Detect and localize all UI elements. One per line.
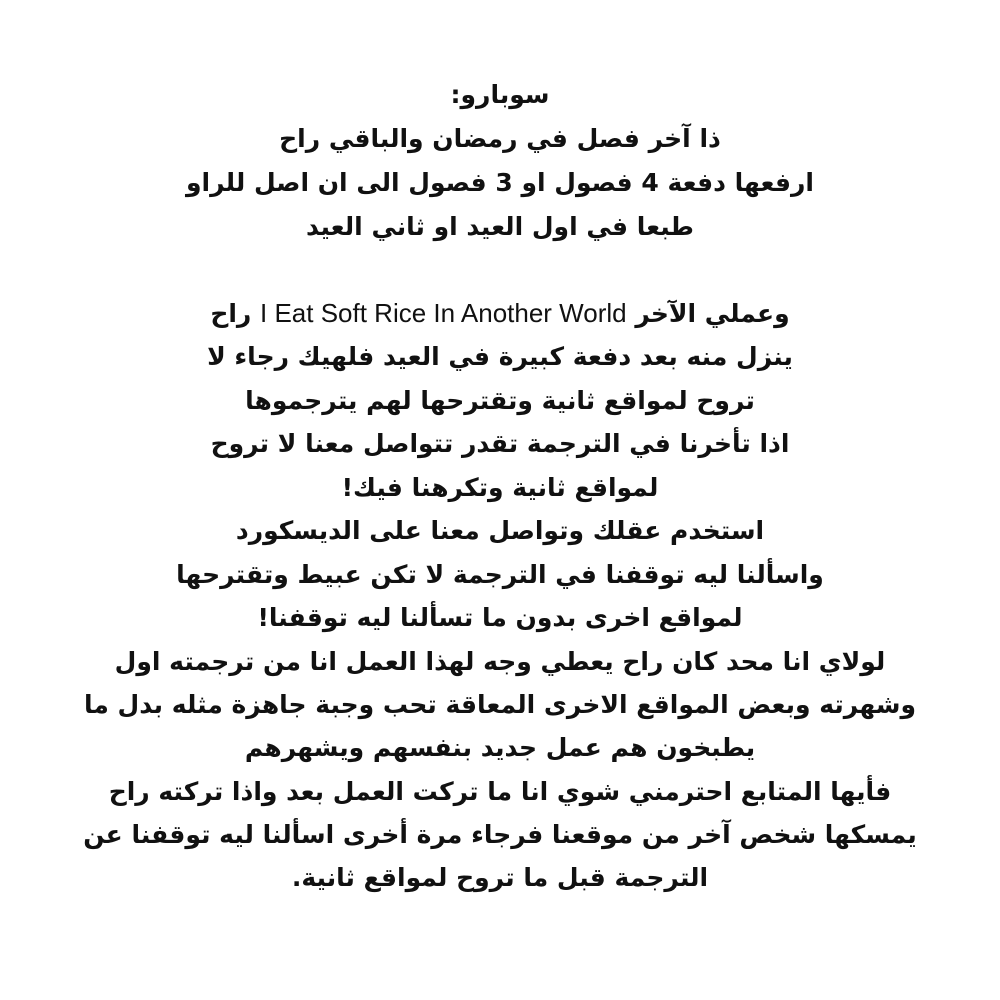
text-line-1: سوبارو: bbox=[450, 80, 550, 109]
english-work-title: I Eat Soft Rice In Another World bbox=[260, 298, 627, 328]
text-line-17: يمسكها شخص آخر من موقعنا فرجاء مرة أخرى اسألنا ليه توقفنا عن bbox=[83, 820, 917, 849]
mixed-arabic-end: راح bbox=[210, 299, 252, 328]
text-line-18: الترجمة قبل ما تروح لمواقع ثانية. bbox=[291, 863, 709, 892]
mixed-arabic-start: وعملي الآخر bbox=[635, 299, 790, 328]
text-line-13: لولاي انا محد كان راح يعطي وجه لهذا العمل انا من ترجمته اول bbox=[114, 647, 886, 676]
text-line-2: ذا آخر فصل في رمضان والباقي راح bbox=[279, 124, 721, 153]
text-line-7: تروح لمواقع ثانية وتقترحها لهم يترجموها bbox=[245, 386, 755, 415]
text-line-9: لمواقع ثانية وتكرهنا فيك! bbox=[341, 473, 659, 502]
text-line-6: ينزل منه بعد دفعة كبيرة في العيد فلهيك رجاء لا bbox=[207, 342, 793, 371]
text-line-11: واسألنا ليه توقفنا في الترجمة لا تكن عبيط وتقترحها bbox=[176, 560, 824, 589]
text-line-10: استخدم عقلك وتواصل معنا على الديسكورد bbox=[235, 516, 765, 545]
text-line-8: اذا تأخرنا في الترجمة تقدر تتواصل معنا لا تروح bbox=[210, 429, 790, 458]
text-line-mixed bbox=[0, 293, 1000, 334]
text-line-14: وشهرته وبعض المواقع الاخرى المعاقة تحب وجبة جاهزة مثله بدل ما bbox=[83, 690, 916, 719]
text-line-4: طبعا في اول العيد او ثاني العيد bbox=[306, 212, 694, 241]
text-line-16: فأيها المتابع احترمني شوي انا ما تركت العمل بعد واذا تركته راح bbox=[108, 777, 892, 806]
text-line-15: يطبخون هم عمل جديد بنفسهم ويشهرهم bbox=[244, 733, 756, 762]
text-line-3: ارفعها دفعة 4 فصول او 3 فصول الى ان اصل للراو bbox=[186, 168, 814, 197]
text-line-12: لمواقع اخرى بدون ما تسألنا ليه توقفنا! bbox=[257, 603, 743, 632]
